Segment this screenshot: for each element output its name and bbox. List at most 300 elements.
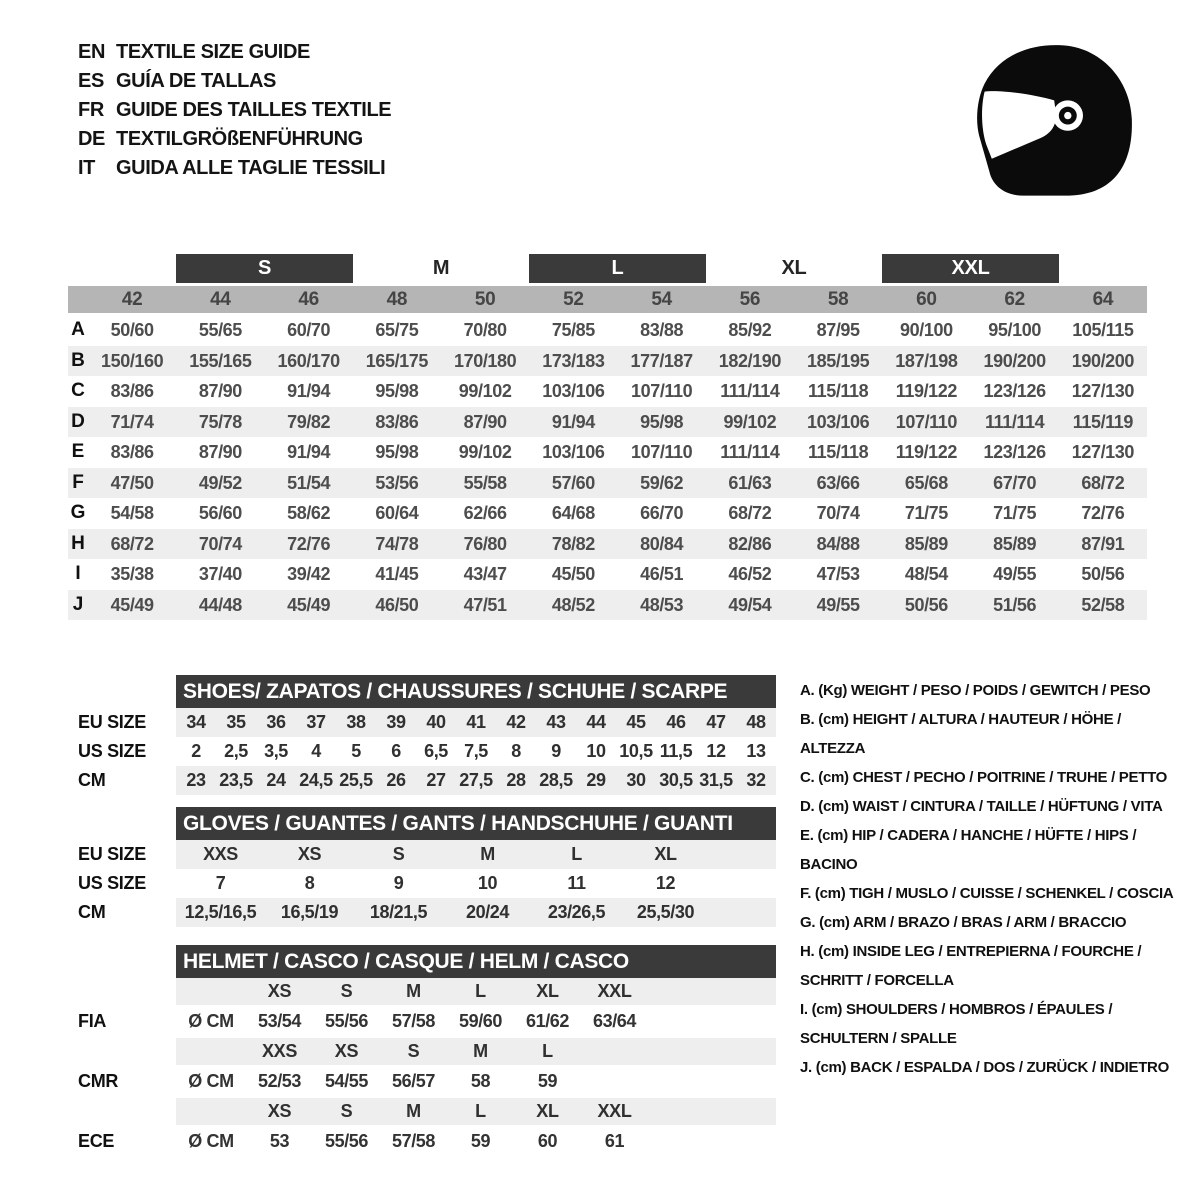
table-cell: 66/70 <box>640 503 684 523</box>
main-table-row <box>68 468 1147 499</box>
table-cell: 27 <box>426 770 446 790</box>
helmet-size-header-row <box>176 1098 776 1125</box>
size-column-header: 60 <box>916 289 937 310</box>
racing-helmet-icon <box>975 33 1135 216</box>
table-cell: 59 <box>537 1071 558 1091</box>
table-cell: 155/165 <box>189 350 252 371</box>
size-number-row <box>68 286 1147 313</box>
table-cell: 46/50 <box>375 594 419 615</box>
table-cell: 177/187 <box>630 350 693 371</box>
row-label: CMR <box>78 1071 119 1091</box>
language-code: ES <box>78 70 104 92</box>
table-cell: 83/88 <box>640 320 684 340</box>
table-cell: 95/100 <box>988 320 1041 340</box>
table-cell: 119/122 <box>895 442 958 462</box>
table-cell: 9 <box>393 873 404 893</box>
table-cell: 74/78 <box>375 533 419 554</box>
table-cell: 39 <box>386 712 406 732</box>
gloves-table-body <box>78 840 776 927</box>
spacer-cell <box>176 978 246 1005</box>
helmet-table-body <box>78 978 776 1158</box>
size-column-header: 58 <box>827 289 849 310</box>
table-cell: 37/40 <box>198 564 242 584</box>
table-cell: 87/91 <box>1081 533 1125 554</box>
legend-item: B. (cm) HEIGHT / ALTURA / HAUTEUR / HÖHE / ALTEZZA <box>800 711 1122 757</box>
table-cell: 24,5 <box>299 770 333 790</box>
table-cell: 45/50 <box>551 564 595 584</box>
table-cell: 6,5 <box>424 741 448 761</box>
table-cell: 75/85 <box>551 320 595 340</box>
table-cell: 80/84 <box>640 533 684 554</box>
table-cell: 68/72 <box>1081 472 1125 493</box>
size-header-cell: XXL <box>597 981 632 1001</box>
table-cell: 57/58 <box>391 1131 436 1151</box>
table-cell: 150/160 <box>100 350 164 371</box>
table-cell: 20/24 <box>465 902 510 922</box>
size-header-cell: L <box>542 1041 553 1061</box>
table-cell: 65/75 <box>375 320 419 340</box>
table-cell: 58 <box>470 1071 491 1091</box>
size-column-header: 56 <box>739 289 761 310</box>
table-cell: 99/102 <box>458 442 512 462</box>
table-cell: 57/60 <box>551 472 595 493</box>
helmet-value-row <box>78 1065 776 1098</box>
table-cell: 25,5 <box>339 770 373 790</box>
table-cell: 170/180 <box>453 350 517 371</box>
table-cell: 99/102 <box>458 381 512 401</box>
table-cell: 84/88 <box>816 533 860 554</box>
row-label: FIA <box>78 1011 107 1031</box>
table-cell: 46/51 <box>640 564 684 584</box>
row-label: J <box>72 593 84 615</box>
table-cell: 50/56 <box>1081 564 1125 584</box>
legend-item: C. (cm) CHEST / PECHO / POITRINE / TRUHE / PETTO <box>800 769 1168 786</box>
main-table-row <box>68 315 1147 346</box>
language-row <box>78 67 391 96</box>
main-table-row <box>68 590 1147 621</box>
table-cell: 49/55 <box>816 594 860 615</box>
table-cell: M <box>480 844 495 864</box>
language-row <box>78 96 391 125</box>
size-column-header: 64 <box>1092 289 1114 310</box>
table-cell: XL <box>654 844 677 864</box>
table-cell: 55/65 <box>198 320 242 340</box>
table-cell: 45 <box>626 712 646 732</box>
main-table-row <box>68 498 1147 529</box>
table-cell: 60 <box>537 1131 558 1151</box>
main-table-body <box>68 315 1147 620</box>
table-cell: 16,5/19 <box>280 902 339 922</box>
row-label: E <box>71 441 85 462</box>
table-cell: 54/55 <box>324 1071 369 1091</box>
table-cell: 111/114 <box>720 442 780 462</box>
table-cell: 7 <box>215 873 226 893</box>
table-cell: 90/100 <box>900 320 953 340</box>
table-cell: 160/170 <box>277 350 340 371</box>
measurement-legend <box>800 676 1188 1082</box>
size-group-s: S <box>176 254 353 283</box>
table-cell: 2,5 <box>224 741 248 761</box>
table-cell: 111/114 <box>984 411 1045 432</box>
table-cell: 71/75 <box>993 503 1037 523</box>
legend-item: E. (cm) HIP / CADERA / HANCHE / HÜFTE / HIPS / BACINO <box>800 827 1137 873</box>
language-title: GUIDE DES TAILLES TEXTILE <box>116 99 392 121</box>
size-header-cell: S <box>340 1101 353 1121</box>
table-cell: 68/72 <box>728 503 772 523</box>
size-group-m: M <box>432 257 450 279</box>
shoes-table-body <box>78 708 776 795</box>
table-cell: 60/64 <box>375 503 419 523</box>
table-cell: 45/49 <box>110 594 154 615</box>
size-header-cell: L <box>475 981 486 1001</box>
table-cell: 50/60 <box>110 320 154 340</box>
language-row <box>78 154 391 183</box>
size-column-header: 48 <box>386 289 408 310</box>
table-cell: 68/72 <box>110 533 154 554</box>
helmet-size-header-row <box>176 1038 776 1065</box>
table-cell: 58/62 <box>287 503 331 523</box>
table-cell: 38 <box>346 712 366 732</box>
table-cell: XS <box>297 844 322 864</box>
legend-item: A. (Kg) WEIGHT / PESO / POIDS / GEWITCH / PESO <box>800 682 1151 699</box>
table-cell: 7,5 <box>464 741 488 761</box>
table-cell: 48 <box>746 712 766 732</box>
size-group-row <box>68 254 1147 283</box>
unit-cell: Ø CM <box>188 1011 234 1031</box>
row-label: US SIZE <box>78 873 146 893</box>
table-cell: 107/110 <box>630 381 693 401</box>
row-label: D <box>71 410 85 432</box>
main-table-row <box>68 346 1147 377</box>
table-cell: 71/74 <box>110 411 154 432</box>
size-column-header: 44 <box>210 289 231 310</box>
table-cell: 44/48 <box>198 594 242 615</box>
size-header-cell: XS <box>267 1101 292 1121</box>
table-cell: 95/98 <box>375 442 419 462</box>
table-cell: 55/56 <box>324 1131 369 1151</box>
table-cell: 70/74 <box>816 503 860 523</box>
size-header-cell: XS <box>334 1041 359 1061</box>
table-cell: 43/47 <box>463 564 507 584</box>
table-cell: 87/95 <box>816 320 860 340</box>
table-cell: 11 <box>567 873 586 893</box>
table-cell: 53 <box>269 1131 290 1151</box>
size-group-l: L <box>529 254 706 283</box>
table-cell: 26 <box>386 770 406 790</box>
table-cell: 123/126 <box>983 442 1046 462</box>
table-cell: 42 <box>506 712 526 732</box>
unit-cell: Ø CM <box>188 1131 234 1151</box>
size-header-cell: XXL <box>597 1101 632 1121</box>
table-cell: 12 <box>706 741 726 761</box>
table-cell: 70/80 <box>463 320 507 340</box>
table-cell: 51/56 <box>993 594 1037 615</box>
table-cell: 47/53 <box>816 564 860 584</box>
table-cell: 173/183 <box>542 350 605 371</box>
table-cell: 62/66 <box>463 503 507 523</box>
table-cell: 47 <box>706 712 726 732</box>
legend-item: D. (cm) WAIST / CINTURA / TAILLE / HÜFTUNG / VITA <box>800 798 1163 815</box>
table-cell: 37 <box>306 712 326 732</box>
table-cell: 87/90 <box>198 381 242 401</box>
table-cell: 10 <box>477 873 498 893</box>
table-cell: 47/51 <box>463 594 507 615</box>
language-row <box>78 38 391 67</box>
table-cell: 59 <box>470 1131 491 1151</box>
lower-tables <box>78 675 776 1158</box>
main-table-row <box>68 437 1147 468</box>
table-cell: 34 <box>186 712 206 732</box>
table-cell: 55/56 <box>324 1011 369 1031</box>
table-cell: 115/118 <box>807 442 869 462</box>
table-cell: 76/80 <box>463 533 507 554</box>
row-label: EU SIZE <box>78 844 146 864</box>
size-row <box>78 766 776 795</box>
size-row <box>78 898 776 927</box>
table-cell: S <box>392 844 405 864</box>
table-cell: 13 <box>746 741 766 761</box>
table-cell: XXS <box>203 844 238 864</box>
language-title: TEXTILGRÖßENFÜHRUNG <box>116 128 363 150</box>
table-cell: 52/53 <box>257 1071 302 1091</box>
table-cell: 6 <box>391 741 401 761</box>
table-cell: 103/106 <box>542 381 605 401</box>
table-cell: 115/119 <box>1072 411 1134 432</box>
table-cell: 72/76 <box>287 533 331 554</box>
table-cell: 43 <box>546 712 566 732</box>
table-cell: 185/195 <box>806 350 870 371</box>
table-cell: 25,5/30 <box>636 902 695 922</box>
table-cell: 83/86 <box>110 381 154 401</box>
table-cell: 56/60 <box>198 503 242 523</box>
table-cell: 111/114 <box>720 381 780 401</box>
size-header-cell: M <box>473 1041 488 1061</box>
table-cell: 103/106 <box>806 411 870 432</box>
table-cell: 24 <box>266 770 286 790</box>
table-cell: 59/62 <box>640 472 684 493</box>
table-cell: 31,5 <box>699 770 733 790</box>
table-cell: 67/70 <box>993 472 1037 493</box>
table-cell: 29 <box>586 770 606 790</box>
helmet-size-header-row <box>176 978 776 1005</box>
table-cell: 119/122 <box>895 381 958 401</box>
shoes-table-title: SHOES/ ZAPATOS / CHAUSSURES / SCHUHE / SCARPE <box>176 675 776 708</box>
table-cell: 83/86 <box>110 442 154 462</box>
table-cell: 56/57 <box>391 1071 436 1091</box>
table-cell: 10,5 <box>619 741 653 761</box>
table-cell: 65/68 <box>904 472 948 493</box>
table-cell: 78/82 <box>551 533 595 554</box>
table-cell: 60/70 <box>287 320 331 340</box>
row-label: F <box>72 471 84 493</box>
table-cell: 87/90 <box>198 442 242 462</box>
table-cell: 5 <box>351 741 361 761</box>
size-group-xxl: XXL <box>882 254 1059 283</box>
table-cell: 51/54 <box>287 472 331 493</box>
table-cell: 190/200 <box>1071 350 1134 371</box>
table-cell: 72/76 <box>1081 503 1125 523</box>
main-table-row <box>68 529 1147 560</box>
size-header-cell: S <box>407 1041 420 1061</box>
table-cell: 30,5 <box>659 770 693 790</box>
legend-item: I. (cm) SHOULDERS / HOMBROS / ÉPAULES / SCHULTERN / SPALLE <box>800 1001 1113 1047</box>
size-row <box>78 869 776 898</box>
table-cell: 47/50 <box>110 472 154 493</box>
table-cell: 46 <box>666 712 686 732</box>
language-title: GUÍA DE TALLAS <box>116 70 276 92</box>
table-cell: 61/62 <box>525 1011 570 1031</box>
main-table-row <box>68 559 1147 590</box>
table-cell: 28,5 <box>539 770 573 790</box>
size-column-header: 62 <box>1004 289 1025 310</box>
table-cell: 82/86 <box>728 533 772 554</box>
table-cell: 187/198 <box>895 350 958 371</box>
table-cell: 35 <box>226 712 246 732</box>
language-code: EN <box>78 41 105 63</box>
size-column-header: 42 <box>121 289 143 310</box>
table-cell: 182/190 <box>718 350 781 371</box>
table-cell: 52/58 <box>1081 594 1125 615</box>
helmet-section <box>78 945 776 1158</box>
table-cell: 63/64 <box>592 1011 637 1031</box>
table-cell: 64/68 <box>551 503 595 523</box>
table-cell: 83/86 <box>375 411 419 432</box>
table-cell: 59/60 <box>458 1011 503 1031</box>
table-cell: 32 <box>746 770 766 790</box>
table-cell: 12 <box>655 873 676 893</box>
row-label: US SIZE <box>78 741 146 761</box>
table-cell: 107/110 <box>630 442 693 462</box>
row-label: B <box>71 349 85 371</box>
table-cell: 30 <box>626 770 646 790</box>
table-cell: 85/89 <box>904 533 948 554</box>
table-cell: 44 <box>586 712 606 732</box>
size-header-cell: S <box>340 981 353 1001</box>
table-cell: 8 <box>304 873 315 893</box>
table-cell: 70/74 <box>198 533 242 554</box>
language-title: GUIDA ALLE TAGLIE TESSILI <box>116 157 386 179</box>
table-cell: 35/38 <box>110 564 154 584</box>
table-cell: 54/58 <box>110 503 154 523</box>
legend-item: G. (cm) ARM / BRAZO / BRAS / ARM / BRACCIO <box>800 914 1127 931</box>
table-cell: 3,5 <box>264 741 288 761</box>
language-title: TEXTILE SIZE GUIDE <box>116 41 310 63</box>
size-header-cell: L <box>475 1101 486 1121</box>
table-cell: 79/82 <box>287 411 331 432</box>
size-row <box>78 737 776 766</box>
table-cell: 165/175 <box>365 350 428 371</box>
language-row <box>78 125 391 154</box>
table-cell: 99/102 <box>723 411 777 432</box>
table-cell: 63/66 <box>816 472 860 493</box>
spacer-cell <box>176 1098 246 1125</box>
table-cell: 103/106 <box>542 442 605 462</box>
table-cell: 12,5/16,5 <box>184 902 257 922</box>
size-header-cell: XL <box>536 1101 559 1121</box>
table-cell: 115/118 <box>807 381 869 401</box>
table-cell: 23/26,5 <box>547 902 606 922</box>
size-header-cell: M <box>406 1101 421 1121</box>
table-cell: 57/58 <box>391 1011 436 1031</box>
row-label: G <box>70 502 86 523</box>
shoes-section <box>78 675 776 795</box>
table-cell: 107/110 <box>895 411 958 432</box>
row-label: C <box>71 380 85 401</box>
table-cell: 71/75 <box>904 503 948 523</box>
table-cell: 85/92 <box>728 320 772 340</box>
table-cell: 48/54 <box>904 564 948 584</box>
row-label: I <box>75 563 81 584</box>
helmet-table-title: HELMET / CASCO / CASQUE / HELM / CASCO <box>176 945 776 978</box>
table-cell: 48/52 <box>551 594 595 615</box>
size-column-header: 54 <box>651 289 672 310</box>
table-cell: 48/53 <box>640 594 684 615</box>
table-cell: 190/200 <box>983 350 1046 371</box>
size-row <box>78 840 776 869</box>
table-cell: 23 <box>186 770 206 790</box>
size-column-header: 50 <box>474 289 496 310</box>
gloves-table-title: GLOVES / GUANTES / GANTS / HANDSCHUHE / GUANTI <box>176 807 776 840</box>
table-cell: 4 <box>311 741 321 761</box>
table-cell: 49/54 <box>728 594 772 615</box>
table-cell: 123/126 <box>983 381 1046 401</box>
size-header-cell: M <box>406 981 421 1001</box>
row-label: ECE <box>78 1131 115 1151</box>
table-cell: 10 <box>586 741 606 761</box>
main-table-row <box>68 407 1147 438</box>
table-cell: 85/89 <box>993 533 1037 554</box>
table-cell: 61 <box>604 1131 625 1151</box>
table-cell: 105/115 <box>1072 320 1134 340</box>
spacer-cell <box>176 1038 246 1065</box>
table-cell: 28 <box>506 770 526 790</box>
table-cell: 61/63 <box>728 472 772 493</box>
table-cell: 45/49 <box>287 594 331 615</box>
size-column-header: 52 <box>563 289 584 310</box>
size-column-header: 46 <box>298 289 319 310</box>
size-group-xl: XL <box>781 257 807 279</box>
table-cell: 53/54 <box>257 1011 302 1031</box>
legend-item: F. (cm) TIGH / MUSLO / CUISSE / SCHENKEL / COSCIA <box>800 885 1174 902</box>
table-cell: 39/42 <box>287 564 331 584</box>
table-cell: 49/55 <box>993 564 1037 584</box>
table-cell: 27,5 <box>459 770 493 790</box>
table-cell: 50/56 <box>904 594 948 615</box>
size-header-cell: XS <box>267 981 292 1001</box>
main-table-row <box>68 376 1147 407</box>
language-code: FR <box>78 99 104 121</box>
table-cell: 95/98 <box>640 411 684 432</box>
table-cell: 127/130 <box>1071 381 1134 401</box>
row-label: CM <box>78 902 106 922</box>
row-label: H <box>71 532 85 554</box>
size-header-cell: XXS <box>261 1041 298 1061</box>
table-cell: 91/94 <box>551 411 595 432</box>
table-cell: 41/45 <box>375 564 419 584</box>
table-cell: 36 <box>266 712 286 732</box>
table-cell: 91/94 <box>287 381 331 401</box>
table-cell: 127/130 <box>1071 442 1134 462</box>
table-cell: 11,5 <box>659 741 693 761</box>
table-cell: L <box>571 844 582 864</box>
helmet-value-row <box>78 1005 776 1038</box>
table-cell: 95/98 <box>375 381 419 401</box>
table-cell: 53/56 <box>375 472 419 493</box>
size-header-cell: XL <box>536 981 559 1001</box>
table-cell: 23,5 <box>219 770 253 790</box>
row-label: EU SIZE <box>78 712 146 732</box>
helmet-value-row <box>78 1125 776 1158</box>
